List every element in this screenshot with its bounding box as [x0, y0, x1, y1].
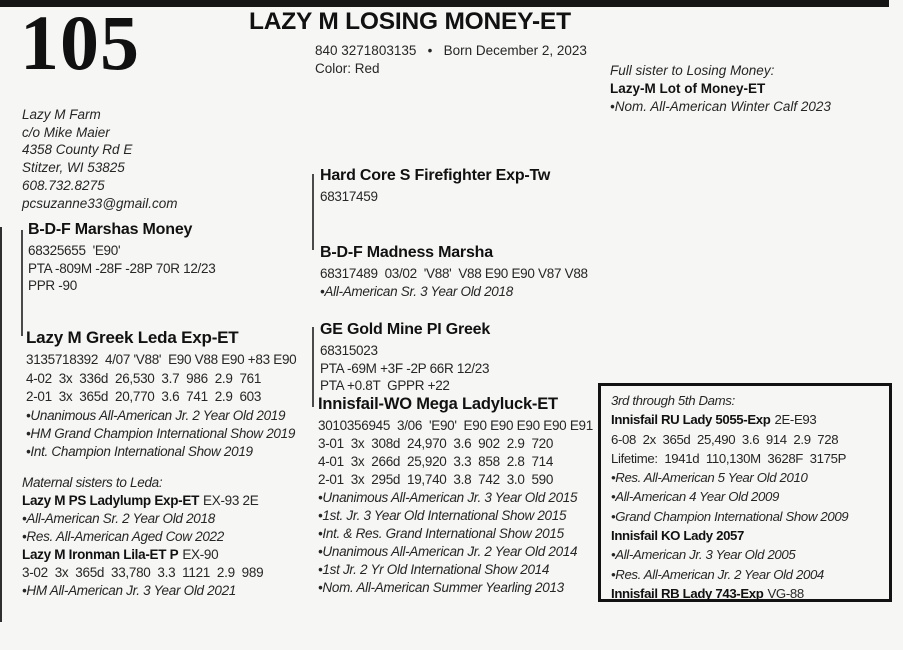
dam-dam-award: •1st Jr. 2 Yr Old International Show 2014	[318, 562, 550, 578]
dam-lactation-line: 2-01 3x 365d 20,770 3.6 741 2.9 603	[26, 389, 262, 404]
registration-born-line: 840 3271803135 • Born December 2, 2023	[315, 43, 587, 58]
sire-ppr-line: PPR -90	[28, 278, 77, 294]
maternal-sister-name: Lazy M PS Ladylump Exp-ET	[22, 493, 200, 508]
pedigree-bracket-dam	[312, 327, 314, 407]
older-dam-name: Innisfail KO Lady 2057	[611, 528, 745, 544]
older-dam-award: •Grand Champion International Show 2009	[611, 508, 849, 524]
maternal-sister-score: EX-93 2E	[203, 493, 259, 508]
sire-section	[28, 221, 215, 295]
dam-sire-section	[320, 321, 490, 395]
maternal-sister-award: •Res. All-American Aged Cow 2022	[22, 529, 224, 544]
older-dams-box	[598, 383, 892, 602]
older-dam-lactation-line: 6-08 2x 365d 25,490 3.6 914 2.9 728	[611, 431, 839, 447]
dam-dam-lactation-line: 4-01 3x 266d 25,920 3.3 858 2.8 714	[318, 454, 554, 470]
dam-dam-name: Innisfail-WO Mega Ladyluck-ET	[318, 395, 558, 413]
dam-section	[26, 328, 296, 461]
consignor-phone: 608.732.8275	[22, 177, 105, 193]
older-dam-award: •All-American 4 Year Old 2009	[611, 489, 779, 505]
older-dam-name: Innisfail RU Lady 5055-Exp	[611, 412, 771, 428]
dam-dam-section	[318, 395, 593, 597]
dam-dam-lactation-line: 2-01 3x 295d 19,740 3.8 742 3.0 590	[318, 472, 554, 488]
dam-reg-line: 3135718392 4/07 'V88' E90 V88 E90 +83 E90	[26, 352, 297, 367]
maternal-sister-award: •All-American Sr. 2 Year Old 2018	[22, 511, 215, 526]
older-dam-lifetime-line: Lifetime: 1941d 110,130M 3628F 3175P	[611, 450, 847, 466]
dam-sire-reg-line: 68315023	[320, 343, 378, 358]
consignor-email: pcsuzanne33@gmail.com	[22, 195, 178, 211]
dam-dam-award: •1st. Jr. 3 Year Old International Show 2015	[318, 508, 567, 524]
pedigree-bracket-sire	[312, 174, 314, 250]
older-dam-score: 2E-E93	[774, 412, 817, 428]
sire-pta-line: PTA -809M -28F -28P 70R 12/23	[28, 260, 216, 276]
dam-dam-lactation-line: 3-01 3x 308d 24,970 3.6 902 2.9 720	[318, 436, 554, 452]
maternal-sister-award: •HM All-American Jr. 3 Year Old 2021	[22, 583, 237, 598]
dam-dam-award: •Unanimous All-American Jr. 2 Year Old 2014	[318, 544, 578, 560]
consignor-farm: Lazy M Farm	[22, 107, 101, 122]
dam-award: •Int. Champion International Show 2019	[26, 443, 253, 459]
full-sister-note	[610, 62, 831, 116]
older-dam-award: •Res. All-American 5 Year Old 2010	[611, 470, 808, 486]
sire-dam-section	[320, 244, 588, 301]
page-edge-line	[0, 227, 2, 622]
older-dam-award: •All-American Jr. 3 Year Old 2005	[611, 547, 796, 563]
dam-award: •HM Grand Champion International Show 2019	[26, 425, 296, 441]
dam-name: Lazy M Greek Leda Exp-ET	[26, 328, 239, 347]
maternal-sister-score: EX-90	[182, 547, 219, 562]
sire-dam-award: •All-American Sr. 3 Year Old 2018	[320, 283, 513, 299]
sire-sire-section	[320, 167, 550, 206]
dam-dam-reg-line: 3010356945 3/06 'E90' E90 E90 E90 E90 E91	[318, 418, 593, 433]
sire-name: B-D-F Marshas Money	[28, 221, 193, 238]
dam-award: •Unanimous All-American Jr. 2 Year Old 2019	[26, 407, 286, 423]
full-sister-award: •Nom. All-American Winter Calf 2023	[610, 99, 831, 114]
dam-dam-award: •Nom. All-American Summer Yearling 2013	[318, 580, 564, 596]
consignor-address: 4358 County Rd E	[22, 142, 133, 158]
pedigree-bracket-left	[21, 230, 23, 336]
sire-sire-reg-line: 68317459	[320, 189, 378, 204]
lot-number: 105	[20, 0, 140, 86]
older-dam-name-line	[611, 584, 879, 603]
older-dam-name: Innisfail RB Lady 743-Exp	[611, 585, 764, 601]
sire-reg-line: 68325655 'E90'	[28, 243, 121, 258]
dam-sire-pta-line: PTA -69M +3F -2P 66R 12/23	[320, 360, 490, 376]
dam-sire-pta-line: PTA +0.8T GPPR +22	[320, 378, 450, 394]
older-dam-name-line	[611, 410, 879, 429]
maternal-sisters-heading: Maternal sisters to Leda:	[22, 475, 163, 490]
older-dam-score: VG-88	[767, 585, 804, 601]
maternal-sisters-section	[22, 474, 263, 600]
sire-dam-name: B-D-F Madness Marsha	[320, 244, 493, 261]
dam-sire-name: GE Gold Mine PI Greek	[320, 321, 491, 338]
older-dam-award: •Res. All-American Jr. 2 Year Old 2004	[611, 566, 824, 582]
older-dams-heading: 3rd through 5th Dams:	[611, 393, 735, 408]
consignor-contact: c/o Mike Maier	[22, 124, 110, 140]
sire-sire-name: Hard Core S Firefighter Exp-Tw	[320, 167, 551, 184]
color-line: Color: Red	[315, 61, 380, 76]
maternal-sister-name-line	[22, 492, 263, 510]
maternal-sister-name-line	[22, 546, 263, 564]
dam-lactation-line: 4-02 3x 336d 26,530 3.7 986 2.9 761	[26, 370, 262, 386]
animal-name-title: LAZY M LOSING MONEY-ET	[249, 8, 571, 35]
dam-dam-award: •Unanimous All-American Jr. 3 Year Old 2015	[318, 490, 578, 506]
consignor-city: Stitzer, WI 53825	[22, 160, 125, 176]
full-sister-intro: Full sister to Losing Money:	[610, 63, 775, 78]
full-sister-name: Lazy-M Lot of Money-ET	[610, 81, 766, 96]
consignor-block	[22, 106, 178, 212]
sire-dam-reg-line: 68317489 03/02 'V88' V88 E90 E90 V87 V88	[320, 266, 588, 281]
maternal-sister-lactation-line: 3-02 3x 365d 33,780 3.3 1121 2.9 989	[22, 565, 264, 580]
maternal-sister-name: Lazy M Ironman Lila-ET P	[22, 547, 179, 562]
dam-dam-award: •Int. & Res. Grand International Show 2015	[318, 526, 564, 542]
